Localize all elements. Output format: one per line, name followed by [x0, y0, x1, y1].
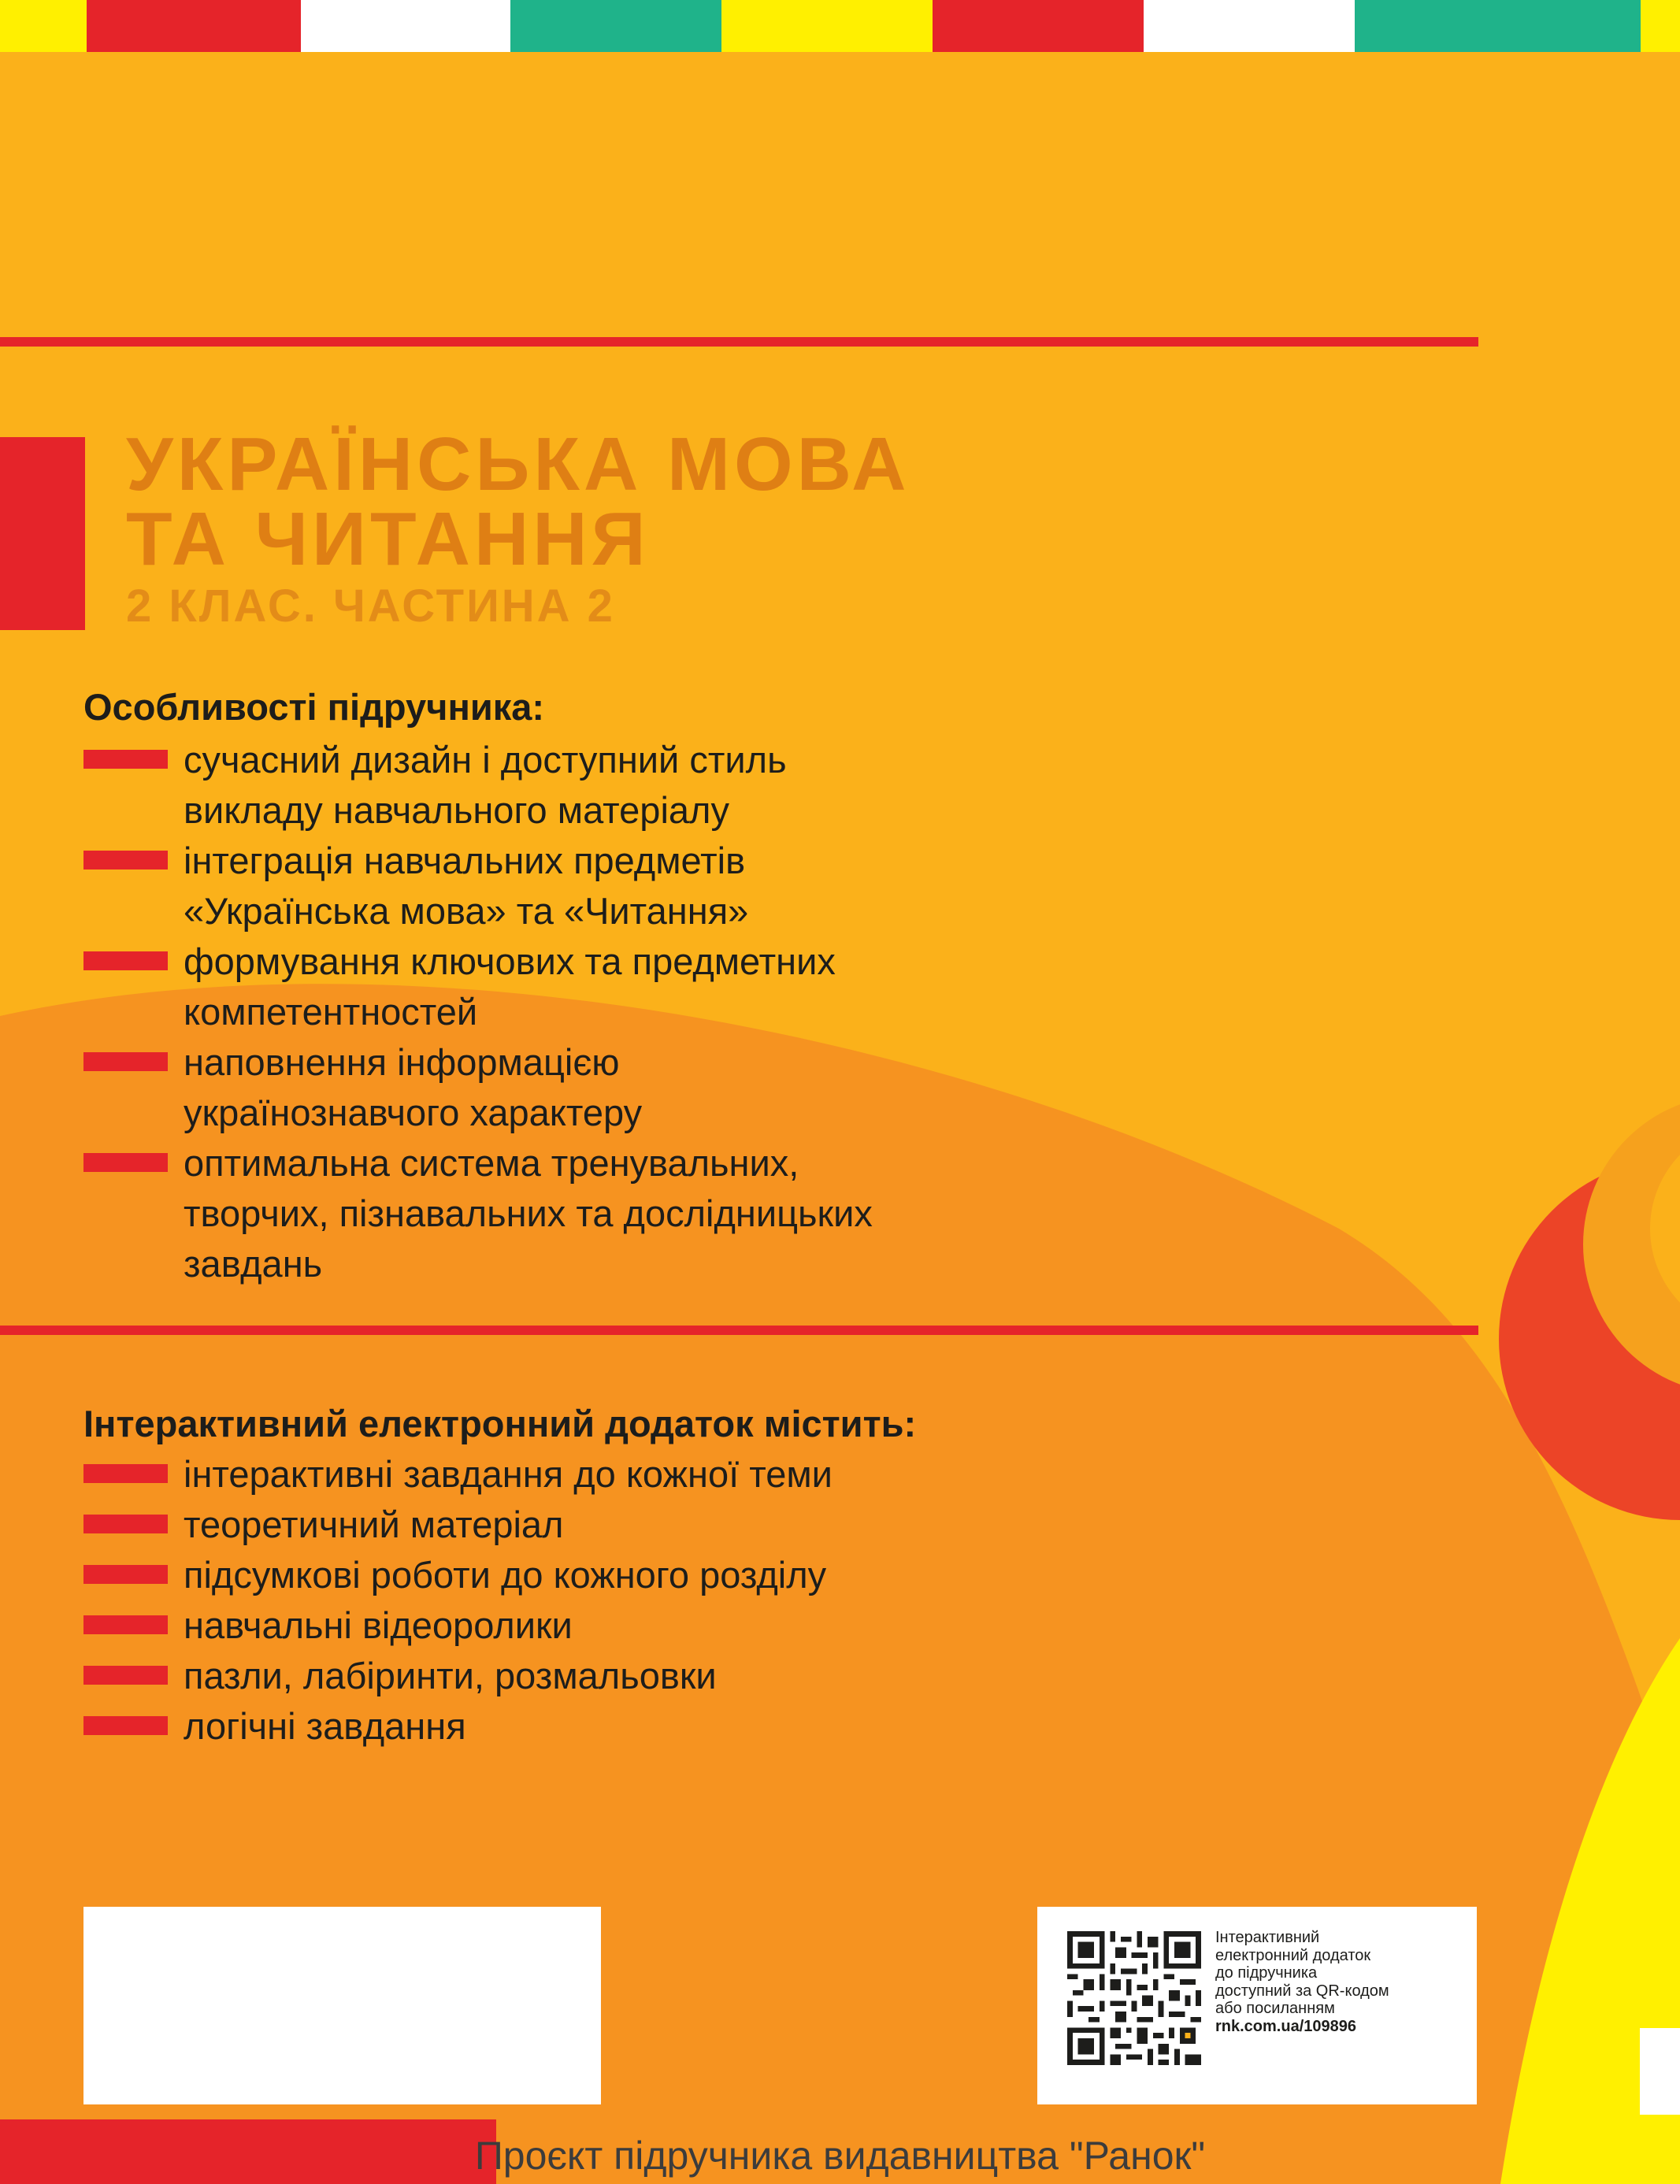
qr-caption-line: Інтерактивний — [1215, 1929, 1320, 1946]
stripe-yellow — [0, 0, 87, 52]
bullet-marker — [83, 1615, 168, 1634]
stripe-red — [87, 0, 301, 52]
feature-text-line2: викладу навчального матеріалу — [184, 789, 729, 831]
interactive-text: навчальні відеоролики — [184, 1604, 573, 1646]
bullet-marker — [83, 1464, 168, 1483]
qr-panel — [1037, 1907, 1477, 2104]
feature-text-line1: оптимальна система тренувальних, — [184, 1142, 799, 1184]
bullet-marker — [83, 750, 168, 769]
interactive-text: інтерактивні завдання до кожної теми — [184, 1453, 833, 1495]
feature-text-line2: творчих, пізнавальних та дослідницьких — [184, 1192, 873, 1234]
book-title-line2: ТА ЧИТАННЯ — [126, 497, 650, 581]
book-subtitle: 2 КЛАС. ЧАСТИНА 2 — [126, 580, 615, 632]
bullet-marker — [83, 1716, 168, 1735]
qr-caption-line: доступний за QR-кодом — [1215, 1982, 1389, 2000]
footer-text: Проєкт підручника видавництва "Ранок" — [474, 2134, 1206, 2178]
stripe-green — [510, 0, 721, 52]
stripe-red — [933, 0, 1144, 52]
bullet-marker — [83, 851, 168, 870]
feature-text-line1: формування ключових та предметних — [184, 940, 836, 982]
qr-link[interactable]: rnk.com.ua/109896 — [1215, 2017, 1356, 2035]
stripe-yellow — [721, 0, 933, 52]
bullet-marker — [83, 1666, 168, 1685]
top-divider — [0, 337, 1478, 347]
bullet-marker — [83, 1565, 168, 1584]
feature-text-line2: компетентностей — [184, 991, 478, 1033]
stripe-white — [301, 0, 510, 52]
top-color-stripes — [0, 0, 1680, 52]
qr-caption-line: до підручника — [1215, 1964, 1318, 1982]
title-marker — [0, 437, 85, 630]
feature-text-line1: сучасний дизайн і доступний стиль — [184, 739, 787, 781]
interactive-text: пазли, лабіринти, розмальовки — [184, 1655, 717, 1696]
stripe-yellow — [1641, 0, 1680, 52]
bullet-marker — [83, 1153, 168, 1172]
middle-divider — [0, 1326, 1478, 1335]
qr-code-icon[interactable] — [1067, 1931, 1201, 2065]
bullet-marker — [83, 1052, 168, 1071]
feature-text-line2: українознавчого характеру — [184, 1092, 643, 1133]
barcode-placeholder — [83, 1907, 601, 2104]
stripe-white — [1144, 0, 1355, 52]
feature-text-line1: наповнення інформацією — [184, 1041, 620, 1083]
qr-caption — [1215, 1929, 1467, 2035]
interactive-text: логічні завдання — [184, 1705, 466, 1747]
feature-text-line3: завдань — [184, 1243, 323, 1285]
interactive-text: теоретичний матеріал — [184, 1504, 564, 1545]
feature-text-line1: інтеграція навчальних предметів — [184, 840, 746, 881]
feature-text-line2: «Українська мова» та «Читання» — [184, 890, 749, 932]
interactive-heading: Інтерактивний електронний додаток містить: — [83, 1403, 917, 1444]
stripe-green — [1355, 0, 1641, 52]
features-heading: Особливості підручника: — [83, 686, 545, 728]
book-title-line1: УКРАЇНСЬКА МОВА — [126, 422, 910, 506]
qr-caption-line: електронний додаток — [1215, 1946, 1371, 1964]
side-white-block — [1640, 2028, 1680, 2115]
interactive-text: підсумкові роботи до кожного розділу — [184, 1554, 827, 1596]
qr-caption-line: або посиланням — [1215, 2000, 1335, 2017]
bullet-marker — [83, 1515, 168, 1533]
bullet-marker — [83, 951, 168, 970]
